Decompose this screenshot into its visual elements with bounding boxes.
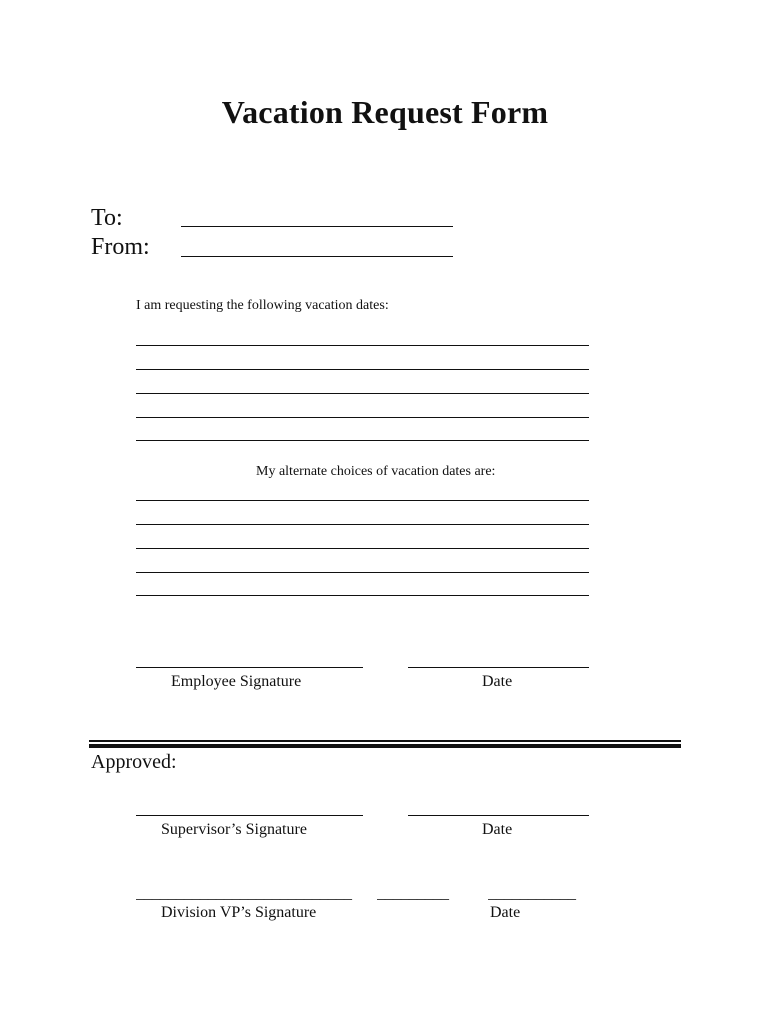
- section-divider: [89, 740, 681, 748]
- requesting-text: I am requesting the following vacation dates:: [136, 298, 389, 313]
- supervisor-signature-label: Supervisor’s Signature: [161, 821, 307, 838]
- requested-date-line-4[interactable]: [136, 417, 589, 418]
- alternate-date-line-2[interactable]: [136, 524, 589, 525]
- alternate-date-line-3[interactable]: [136, 548, 589, 549]
- supervisor-signature-line[interactable]: [136, 815, 363, 816]
- employee-date-label: Date: [482, 673, 513, 690]
- employee-date-line[interactable]: [408, 667, 589, 668]
- alternate-date-line-5[interactable]: [136, 595, 589, 596]
- from-label: From:: [91, 234, 150, 260]
- page-title: Vacation Request Form: [221, 94, 549, 130]
- supervisor-date-label: Date: [482, 821, 513, 838]
- division-vp-signature-label: Division VP’s Signature: [161, 904, 317, 921]
- approved-label: Approved:: [91, 751, 177, 773]
- from-field-line[interactable]: [181, 256, 453, 257]
- division-vp-date-line[interactable]: ___________: [488, 885, 576, 902]
- requested-date-line-5[interactable]: [136, 440, 589, 441]
- alternate-text: My alternate choices of vacation dates are:: [256, 464, 496, 479]
- to-label: To:: [91, 205, 123, 231]
- employee-signature-line[interactable]: [136, 667, 363, 668]
- alternate-date-line-1[interactable]: [136, 500, 589, 501]
- requested-date-line-3[interactable]: [136, 393, 589, 394]
- division-vp-date-label: Date: [490, 904, 521, 921]
- division-vp-signature-line[interactable]: ___________________________: [136, 885, 352, 902]
- division-vp-middle-line[interactable]: _________: [377, 885, 449, 902]
- employee-signature-label: Employee Signature: [171, 673, 302, 690]
- supervisor-date-line[interactable]: [408, 815, 589, 816]
- alternate-date-line-4[interactable]: [136, 572, 589, 573]
- to-field-line[interactable]: [181, 226, 453, 227]
- requested-date-line-1[interactable]: [136, 345, 589, 346]
- requested-date-line-2[interactable]: [136, 369, 589, 370]
